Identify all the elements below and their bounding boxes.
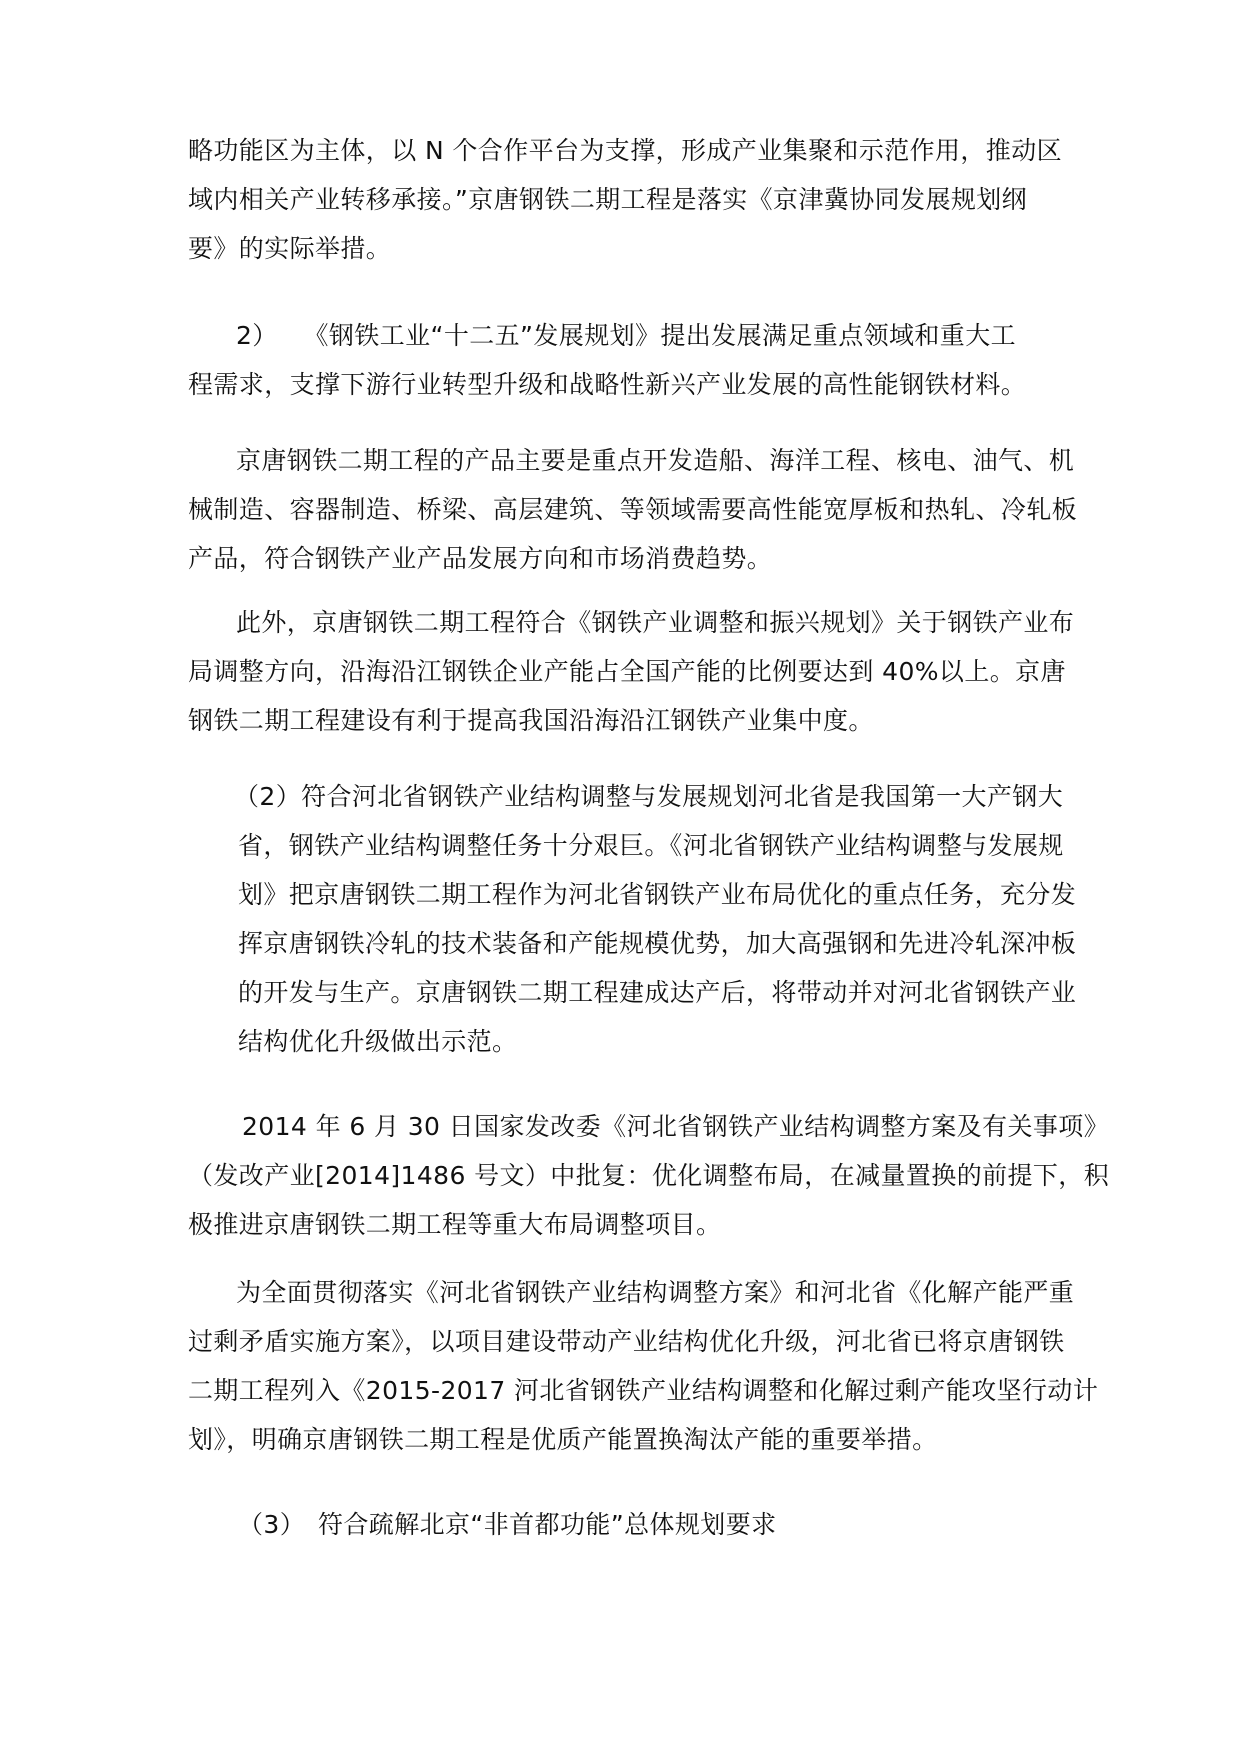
text-line: 结构优化升级做出示范。	[238, 1027, 518, 1056]
text-line: 域内相关产业转移承接。”京唐钢铁二期工程是落实《京津冀协同发展规划纲	[188, 185, 1028, 214]
text-line: 划》把京唐钢铁二期工程作为河北省钢铁产业布局优化的重点任务，充分发	[238, 880, 1077, 909]
text-line: 挥京唐钢铁冷轧的技术装备和产能规模优势，加大高强钢和先进冷轧深冲板	[238, 929, 1077, 958]
text-line: 的开发与生产。京唐钢铁二期工程建成达产后，将带动并对河北省钢铁产业	[238, 978, 1077, 1007]
text-line: 极推进京唐钢铁二期工程等重大布局调整项目。	[188, 1210, 722, 1239]
text-line: 2） 《钢铁工业“十二五”发展规划》提出发展满足重点领域和重大工	[236, 321, 1017, 350]
text-line: 为全面贯彻落实《河北省钢铁产业结构调整方案》和河北省《化解产能严重	[236, 1278, 1075, 1307]
text-line: 过剩矛盾实施方案》，以项目建设带动产业结构优化升级，河北省已将京唐钢铁	[188, 1327, 1065, 1356]
text-line: 京唐钢铁二期工程的产品主要是重点开发造船、海洋工程、核电、油气、机	[236, 446, 1075, 475]
text-line: 要》的实际举措。	[188, 234, 392, 263]
text-line: （发改产业[2014]1486 号文）中批复：优化调整布局，在减量置换的前提下，积	[188, 1161, 1110, 1190]
text-line: 钢铁二期工程建设有利于提高我国沿海沿江钢铁产业集中度。	[188, 706, 874, 735]
paragraph-products	[188, 436, 1078, 583]
text-line: 产品，符合钢铁产业产品发展方向和市场消费趋势。	[188, 544, 773, 573]
text-line: （2）符合河北省钢铁产业结构调整与发展规划河北省是我国第一大产钢大	[234, 782, 1064, 811]
text-line: 省，钢铁产业结构调整任务十分艰巨。《河北省钢铁产业结构调整与发展规	[238, 831, 1064, 860]
text-line: 2014 年 6 月 30 日国家发改委《河北省钢铁产业结构调整方案及有关事项》	[242, 1112, 1110, 1141]
paragraph-steel-plan	[188, 311, 1062, 409]
text-line: 械制造、容器制造、桥梁、高层建筑、等领域需要高性能宽厚板和热轧、冷轧板	[188, 495, 1078, 524]
text-line: 略功能区为主体，以 N 个合作平台为支撑，形成产业集聚和示范作用，推动区	[188, 136, 1062, 165]
text-line: 局调整方向，沿海沿江钢铁企业产能占全国产能的比例要达到 40%以上。京唐	[188, 657, 1066, 686]
text-line: 此外，京唐钢铁二期工程符合《钢铁产业调整和振兴规划》关于钢铁产业布	[236, 608, 1075, 637]
text-line: 划》，明确京唐钢铁二期工程是优质产能置换淘汰产能的重要举措。	[188, 1425, 938, 1454]
paragraph-implementation	[188, 1268, 1099, 1464]
text-line: （3） 符合疏解北京“非首都功能”总体规划要求	[238, 1510, 777, 1539]
paragraph-coastal-capacity	[188, 598, 1075, 745]
text-line: 程需求，支撑下游行业转型升级和战略性新兴产业发展的高性能钢铁材料。	[188, 370, 1027, 399]
section-heading-beijing	[238, 1500, 1062, 1549]
text-line: 二期工程列入《2015-2017 河北省钢铁产业结构调整和化解过剩产能攻坚行动计	[188, 1376, 1099, 1405]
paragraph-hebei-plan	[234, 772, 1077, 1066]
paragraph-strategic-area	[188, 126, 1062, 273]
paragraph-ndrc-approval	[188, 1102, 1110, 1249]
